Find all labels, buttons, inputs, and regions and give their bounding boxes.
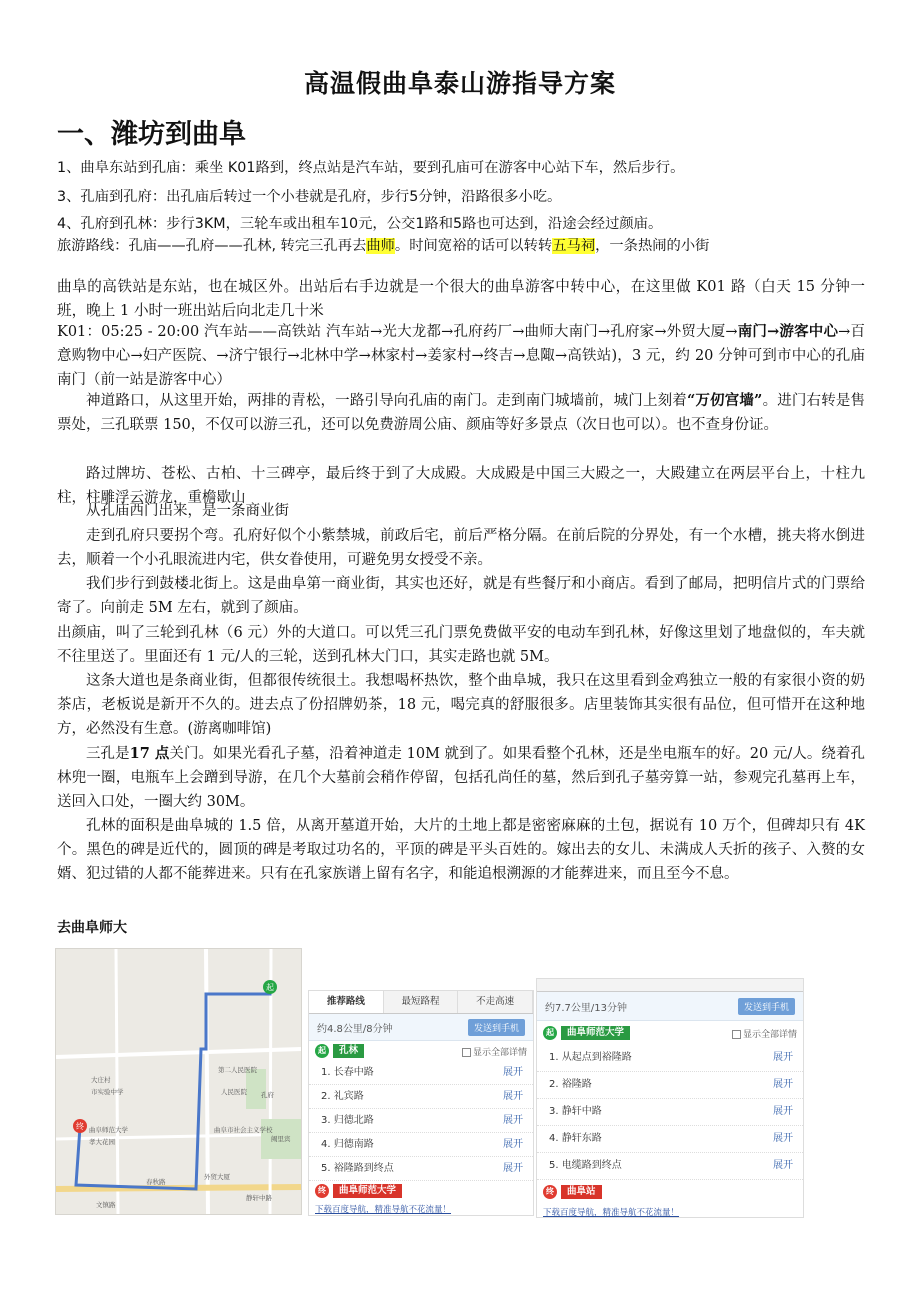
- map-label: 曲阜市社会主义学校: [214, 1126, 273, 1134]
- expand-link[interactable]: 展开: [773, 1052, 793, 1063]
- expand-link[interactable]: 展开: [773, 1106, 793, 1117]
- document-title: 高温假曲阜泰山游指导方案: [303, 69, 616, 98]
- p2-bold: “万仞宫墙”: [686, 392, 763, 409]
- end-place[interactable]: 曲阜师范大学: [333, 1184, 402, 1198]
- k01-bold: 南门→游客中心: [737, 323, 839, 340]
- paragraph-yanmiao: 出颜庙，叫了三轮到孔林（6 元）外的大道口。可以凭三孔门票免费做平安的电动车到孔林，好像这里划了地盘似的，车夫就不往里送了。里面还有 1 元/人的三轮，送到孔林大门口，其实走路也就 5M。: [57, 625, 865, 666]
- step-row[interactable]: 3. 静轩中路 展开: [537, 1099, 803, 1126]
- distance-bar: [309, 1014, 533, 1041]
- expand-link[interactable]: 展开: [503, 1163, 523, 1174]
- p9-text-c: 关门。如果光看孔子墓，沿着神道走 10M 就到了。如果看整个孔林，还是坐电瓶车的好。20 元/人。绕着孔林兜一圈，电瓶车上会蹭到导游，在几个大墓前会稍作停留，包括孔尚任的墓，然后到孔子墓旁算一站，参观完孔墓再上车，送回入口处，一圈大约 30M。: [57, 746, 865, 811]
- paragraph-kongfu: 走到孔府只要拐个弯。孔府好似个小紫禁城，前政后宅，前后严格分隔。在前后院的分界处，有一个水槽，挑夫将水倒进去，顺着一个小孔眼流进内宅，供女眷使用，可避免男女授受不亲。: [57, 528, 865, 569]
- paragraph-konglin: 孔林的面积是曲阜城的 1.5 倍，从离开墓道开始，大片的土地上都是密密麻麻的土包，据说有 10 万个，但碑却只有 4K 个。黑色的碑是近代的，圆顶的碑是考取过功名的，平顶的碑是平头百姓的。嫁出去的女儿、未满成人夭折的孩子、入赘的女婿、犯过错的人都不能葬进来。只有在孔家族谱上留有名字，和能追根溯源的才能葬进来，而且至今不息。: [57, 818, 865, 883]
- end-point: [309, 1181, 533, 1201]
- text-line-2: 3、孔庙到孔府：出孔庙后转过一个小巷就是孔府，步行5分钟，沿路很多小吃。: [57, 189, 562, 205]
- route-panel-1: [308, 990, 534, 1216]
- route-text-c: ，一条热闹的小街: [595, 238, 710, 254]
- map-label: 人民医院: [221, 1088, 247, 1096]
- map-label: 孔府: [261, 1091, 274, 1099]
- route-tabs: [309, 991, 533, 1014]
- expand-link[interactable]: 展开: [503, 1067, 523, 1078]
- map-label: 孝大花园: [89, 1138, 115, 1146]
- checkbox-icon: [462, 1048, 471, 1057]
- k01-text-c: →百意购物中心→妇产医院、→济宁银行→北林中学→林家村→姜家村→终吉→息陬→高铁站)，3 元，约 20 分钟可到市中心的孔庙南门（前一站是游客中心）: [57, 324, 865, 389]
- svg-text:终: 终: [76, 1122, 84, 1131]
- step-row[interactable]: 1. 长春中路 展开: [309, 1061, 533, 1085]
- expand-link[interactable]: 展开: [503, 1115, 523, 1126]
- route-highlight-wumaci: 五马祠: [552, 238, 596, 254]
- route-text-b: 。时间宽裕的话可以转转: [394, 238, 553, 254]
- tab-shortest[interactable]: 最短路程: [384, 991, 459, 1013]
- start-icon: 起: [315, 1044, 329, 1058]
- panel-top-cut: [537, 979, 803, 992]
- subheading-qushida: 去曲阜师大: [57, 920, 127, 936]
- step-row[interactable]: 5. 裕隆路到终点 展开: [309, 1157, 533, 1181]
- section-heading: 一、潍坊到曲阜: [57, 119, 246, 150]
- p2-text-a: 神道路口，从这里开始，两排的青松，一路引导向孔庙的南门。走到南门城墙前，城门上刻着: [86, 393, 687, 409]
- send-to-phone-button[interactable]: 发送到手机: [738, 998, 795, 1015]
- start-point: [537, 1021, 803, 1045]
- k01-text-a: K01：05:25 - 20:00 汽车站——高铁站 汽车站→光大龙都→孔府药厂→曲师大南门→孔府家→外贸大厦→: [57, 324, 738, 340]
- distance-bar: [537, 992, 803, 1021]
- start-place[interactable]: 曲阜师范大学: [561, 1026, 630, 1040]
- step-row[interactable]: 3. 归德北路 展开: [309, 1109, 533, 1133]
- expand-link[interactable]: 展开: [773, 1160, 793, 1171]
- expand-link[interactable]: 展开: [503, 1091, 523, 1102]
- text-line-1: 1、曲阜东站到孔庙：乘坐 K01路到，终点站是汽车站，要到孔庙可在游客中心站下车，然后步行。: [57, 160, 685, 176]
- end-icon: 终: [315, 1184, 329, 1198]
- expand-link[interactable]: 展开: [773, 1079, 793, 1090]
- expand-link[interactable]: 展开: [503, 1139, 523, 1150]
- map-label: 静轩中路: [246, 1194, 272, 1202]
- step-row[interactable]: 2. 裕隆路 展开: [537, 1072, 803, 1099]
- step-row[interactable]: 2. 礼宾路 展开: [309, 1085, 533, 1109]
- route-highlight-qushi: 曲师: [366, 238, 395, 254]
- end-point: [537, 1180, 803, 1204]
- download-nav-link[interactable]: 下载百度导航，精准导航不花流量！: [543, 1208, 680, 1218]
- route-line: [57, 235, 709, 255]
- start-icon: 起: [543, 1026, 557, 1040]
- step-row[interactable]: 4. 归德南路 展开: [309, 1133, 533, 1157]
- step-row[interactable]: 4. 静轩东路 展开: [537, 1126, 803, 1153]
- paragraph-highspeed: 曲阜的高铁站是东站，也在城区外。出站后右手边就是一个很大的曲阜游客中转中心，在这里做 K01 路（白天 15 分钟一班，晚上 1 小时一班出站后向北走几十米: [57, 278, 865, 320]
- p2-text-c: 。进门右转是售票处，三孔联票 150，不仅可以游三孔，还可以免费游周公庙、颜庙等好多景点（次日也可以）。也不查身份证。: [57, 393, 866, 434]
- paragraph-naicha: 这条大道也是条商业街，但都很传统很土。我想喝杯热饮，整个曲阜城，我只在这里看到金鸡独立一般的有家很小资的奶茶店，老板说是新开不久的。进去点了份招牌奶茶，18 元，喝完真的舒服很多。店里装饰其实很有品位，但可惜开在这种地方，必然没有生意。(游离咖啡馆): [57, 673, 865, 738]
- svg-text:起: 起: [266, 983, 274, 992]
- p9-bold: 17 点: [129, 745, 170, 762]
- paragraph-ximen: 从孔庙西门出来，是一条商业街: [86, 503, 289, 519]
- end-place[interactable]: 曲阜站: [561, 1185, 602, 1199]
- route-map[interactable]: [55, 948, 302, 1215]
- download-nav-link[interactable]: 下载百度导航，精准导航不花流量！: [315, 1205, 452, 1215]
- paragraph-sankong: [57, 742, 865, 815]
- map-label: 阙里宾: [271, 1135, 291, 1143]
- map-label: 外贸大厦: [204, 1173, 230, 1181]
- route-panel-2: [536, 978, 804, 1218]
- paragraph-k01: [57, 320, 865, 393]
- text-line-3: 4、孔府到孔林：步行3KM，三轮车或出租车10元，公交1路和5路也可达到，沿途会经过颜庙。: [57, 216, 663, 232]
- map-label: 大庄村: [91, 1076, 111, 1084]
- paragraph-dachengdian: 路过牌坊、苍松、古柏、十三碑亭，最后终于到了大成殿。大成殿是中国三大殿之一，大殿建立在两层平台上，十柱九柱，柱雕浮云游龙，重檐歇山: [57, 466, 865, 507]
- map-label: 市实验中学: [91, 1088, 124, 1096]
- paragraph-shendao: [57, 389, 865, 437]
- map-label: 曲阜师范大学: [89, 1126, 128, 1134]
- checkbox-icon: [732, 1030, 741, 1039]
- start-point: [309, 1041, 533, 1061]
- distance-text: 约4.8公里/8分钟: [317, 1023, 393, 1035]
- expand-link[interactable]: 展开: [773, 1133, 793, 1144]
- paragraph-gulou: 我们步行到鼓楼北街上。这是曲阜第一商业街，其实也还好，就是有些餐厅和小商店。看到了邮局，把明信片式的门票给寄了。向前走 5M 左右，就到了颜庙。: [57, 576, 865, 617]
- step-row[interactable]: 1. 从起点到裕隆路 展开: [537, 1045, 803, 1072]
- map-label: 文镇路: [96, 1201, 116, 1209]
- p9-text-a: 三孔是: [86, 746, 130, 762]
- start-place[interactable]: 孔林: [333, 1044, 364, 1058]
- map-label: 春秋路: [146, 1178, 166, 1186]
- tab-recommended[interactable]: 推荐路线: [309, 991, 384, 1013]
- send-to-phone-button[interactable]: 发送到手机: [468, 1019, 525, 1036]
- show-all-details[interactable]: 显示全部详情: [462, 1045, 527, 1058]
- map-canvas: [56, 949, 301, 1214]
- step-row[interactable]: 5. 电缆路到终点 展开: [537, 1153, 803, 1180]
- end-icon: 终: [543, 1185, 557, 1199]
- route-text-a: 旅游路线：孔庙——孔府——孔林, 转完三孔再去: [57, 238, 367, 254]
- tab-no-highway[interactable]: 不走高速: [458, 991, 533, 1013]
- show-all-details[interactable]: 显示全部详情: [732, 1027, 797, 1040]
- map-label: 第二人民医院: [218, 1066, 257, 1074]
- distance-text: 约7.7公里/13分钟: [545, 1002, 627, 1014]
